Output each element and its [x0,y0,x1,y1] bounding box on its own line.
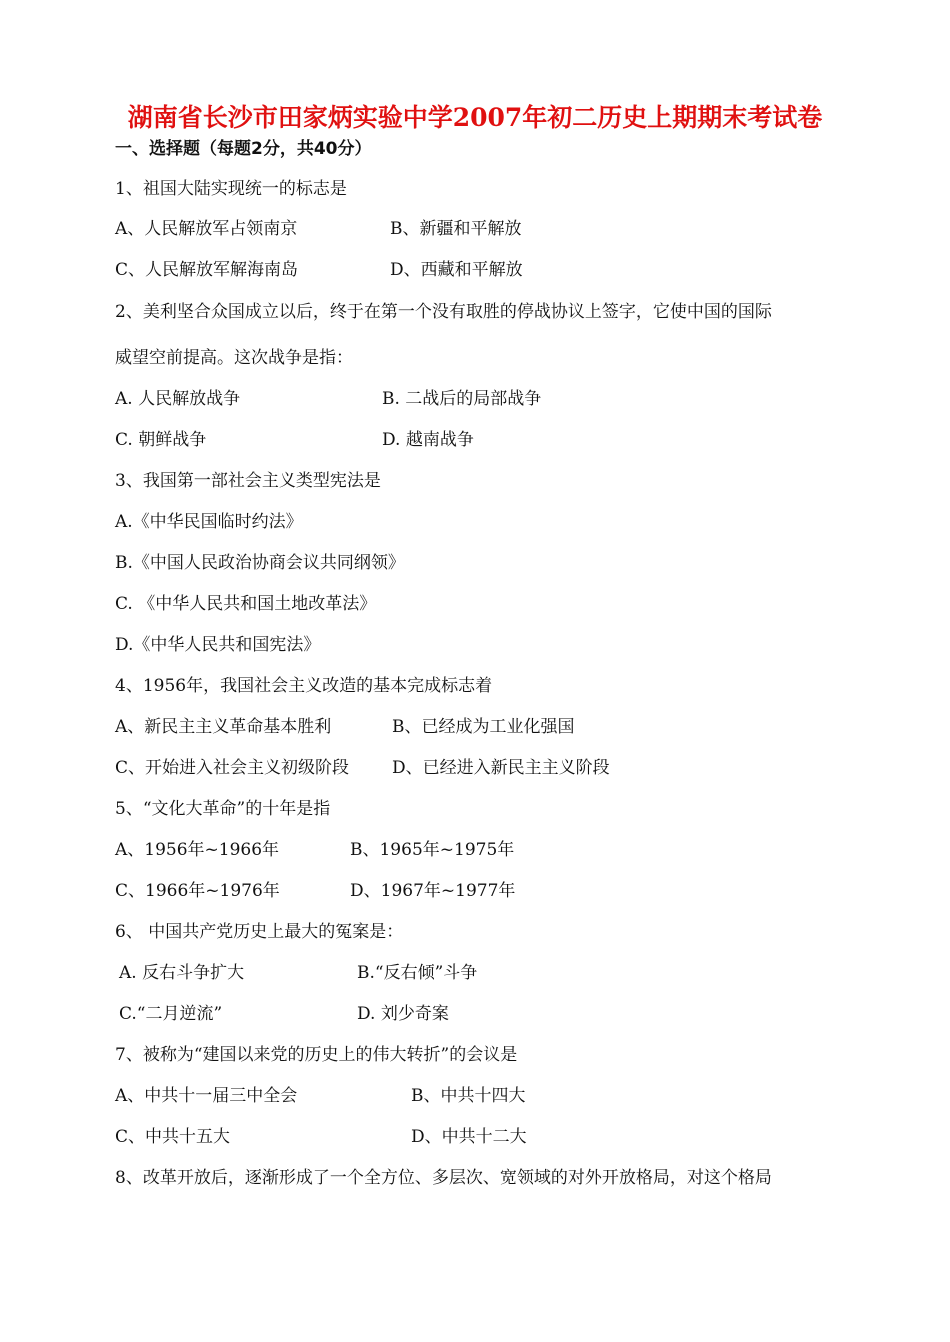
question-4-option-a: A、新民主主义革命基本胜利 [115,717,332,737]
question-6-option-d: D. 刘少奇案 [357,1004,449,1024]
section-heading: 一、选择题（每题2分，共40分） [115,139,372,159]
question-8-stem: 8、改革开放后，逐渐形成了一个全方位、多层次、宽领域的对外开放格局，对这个格局 [115,1168,772,1188]
question-5-stem: 5、“文化大革命”的十年是指 [115,799,331,819]
question-3-stem: 3、我国第一部社会主义类型宪法是 [115,471,381,491]
question-5-option-b: B、1965年~1975年 [350,840,515,860]
question-1-option-a: A、人民解放军占领南京 [115,219,298,239]
question-6-option-a: A. 反右斗争扩大 [119,963,245,983]
question-4-option-b: B、已经成为工业化强国 [392,717,575,737]
question-3-option-d: D.《中华人民共和国宪法》 [115,635,321,655]
question-5-option-d: D、1967年~1977年 [350,881,516,901]
question-6-option-b: B.“反右倾”斗争 [357,963,478,983]
question-4-option-d: D、已经进入新民主主义阶段 [392,758,610,778]
question-3-option-b: B.《中国人民政治协商会议共同纲领》 [115,553,405,573]
question-2-stem-line-1: 2、美利坚合众国成立以后，终于在第一个没有取胜的停战协议上签字，它使中国的国际 [115,302,772,322]
question-4-stem: 4、1956年，我国社会主义改造的基本完成标志着 [115,676,493,696]
question-6-stem: 6、 中国共产党历史上最大的冤案是： [115,922,404,942]
question-4-option-c: C、开始进入社会主义初级阶段 [115,758,350,778]
question-1-option-c: C、人民解放军解海南岛 [115,260,299,280]
question-7-option-b: B、中共十四大 [411,1086,526,1106]
exam-title: 湖南省长沙市田家炳实验中学2007年初二历史上期期末考试卷 [127,103,823,132]
question-3-option-c: C. 《中华人民共和国土地改革法》 [115,594,377,614]
question-7-option-d: D、中共十二大 [411,1127,527,1147]
question-5-option-c: C、1966年~1976年 [115,881,280,901]
question-2-option-c: C. 朝鲜战争 [115,430,207,450]
question-7-option-c: C、中共十五大 [115,1127,231,1147]
question-7-stem: 7、被称为“建国以来党的历史上的伟大转折”的会议是 [115,1045,518,1065]
question-1-option-d: D、西藏和平解放 [390,260,523,280]
question-2-option-a: A. 人民解放战争 [115,389,241,409]
question-2-stem-line-2: 威望空前提高。这次战争是指： [115,348,353,368]
question-6-option-c: C.“二月逆流” [119,1004,223,1024]
question-2-option-b: B. 二战后的局部战争 [382,389,542,409]
question-5-option-a: A、1956年~1966年 [115,840,280,860]
question-1-stem: 1、祖国大陆实现统一的标志是 [115,179,347,199]
question-1-option-b: B、新疆和平解放 [390,219,522,239]
question-7-option-a: A、中共十一届三中全会 [115,1086,298,1106]
question-3-option-a: A.《中华民国临时约法》 [115,512,303,532]
question-2-option-d: D. 越南战争 [382,430,474,450]
